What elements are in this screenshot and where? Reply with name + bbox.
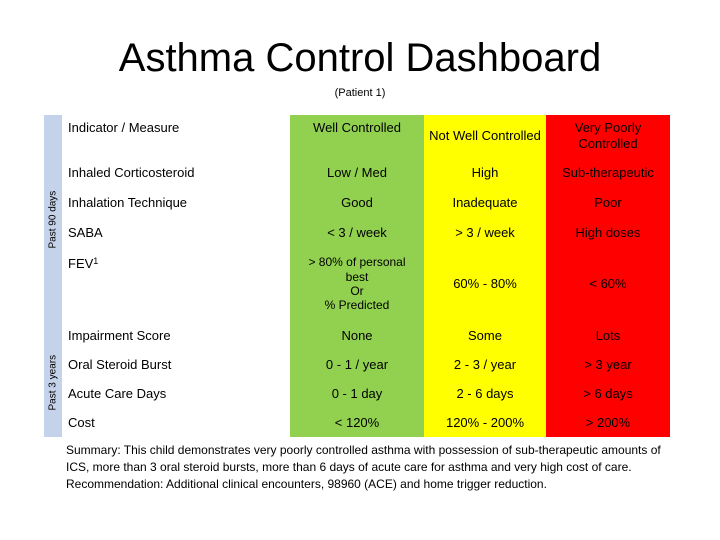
row-label-saba: SABA bbox=[68, 224, 103, 240]
cost-well: < 120% bbox=[290, 409, 424, 437]
past-3-years-label: Past 3 years bbox=[47, 354, 59, 411]
fev1-label-main: FEV bbox=[68, 256, 94, 271]
technique-very-poorly: Poor bbox=[546, 188, 670, 217]
past-90-days-label: Past 90 days bbox=[47, 190, 59, 249]
fev1-label-sub: 1 bbox=[93, 256, 99, 266]
row-label-acute: Acute Care Days bbox=[68, 386, 167, 402]
cost-not-well: 120% - 200% bbox=[424, 409, 546, 437]
row-label-cost: Cost bbox=[68, 415, 95, 431]
technique-not-well: Inadequate bbox=[424, 188, 546, 217]
impairment-not-well: Some bbox=[424, 320, 546, 351]
acute-well: 0 - 1 day bbox=[290, 379, 424, 409]
row-label-fev1 bbox=[62, 248, 290, 320]
steroid-well: 0 - 1 / year bbox=[290, 351, 424, 379]
technique-well: Good bbox=[290, 188, 424, 217]
fev1-very-poorly: < 60% bbox=[546, 248, 670, 320]
row-label-impairment: Impairment Score bbox=[68, 327, 171, 343]
row-label-technique: Inhalation Technique bbox=[68, 194, 188, 210]
steroid-very-poorly: > 3 year bbox=[546, 351, 670, 379]
saba-not-well: > 3 / week bbox=[424, 217, 546, 248]
fev1-well-line2: Or bbox=[350, 284, 364, 298]
ics-not-well: High bbox=[424, 157, 546, 188]
acute-not-well: 2 - 6 days bbox=[424, 379, 546, 409]
fev1-well-line1: > 80% of personal best bbox=[308, 255, 406, 284]
impairment-well: None bbox=[290, 320, 424, 351]
header-well-controlled: Well Controlled bbox=[290, 115, 424, 157]
acute-very-poorly: > 6 days bbox=[546, 379, 670, 409]
ics-very-poorly: Sub-therapeutic bbox=[546, 157, 670, 188]
ics-well: Low / Med bbox=[290, 157, 424, 188]
impairment-very-poorly: Lots bbox=[546, 320, 670, 351]
page-title: Asthma Control Dashboard bbox=[118, 36, 602, 80]
row-label-steroid: Oral Steroid Burst bbox=[68, 357, 172, 373]
header-not-well-controlled: Not Well Controlled bbox=[424, 115, 546, 157]
header-very-poorly-controlled: Very Poorly Controlled bbox=[546, 115, 670, 157]
fev1-well-line3: % Predicted bbox=[324, 298, 390, 313]
cost-very-poorly: > 200% bbox=[546, 409, 670, 437]
patient-label: (Patient 1) bbox=[334, 87, 386, 99]
header-indicator: Indicator / Measure bbox=[68, 120, 180, 135]
saba-well: < 3 / week bbox=[290, 217, 424, 248]
fev1-not-well: 60% - 80% bbox=[424, 248, 546, 320]
fev1-well bbox=[290, 248, 424, 320]
row-label-ics: Inhaled Corticosteroid bbox=[68, 164, 195, 180]
steroid-not-well: 2 - 3 / year bbox=[424, 351, 546, 379]
summary-text: Summary: This child demonstrates very poorly controlled asthma with possession of sub-therapeutic amounts of ICS, more than 3 oral steroid bursts, more than 6 days of acute care for asthma and very high cost of care. Recommendation: Additional clinical encounters, 98960 (ACE) and home trigger reduction. bbox=[66, 443, 661, 491]
saba-very-poorly: High doses bbox=[546, 217, 670, 248]
